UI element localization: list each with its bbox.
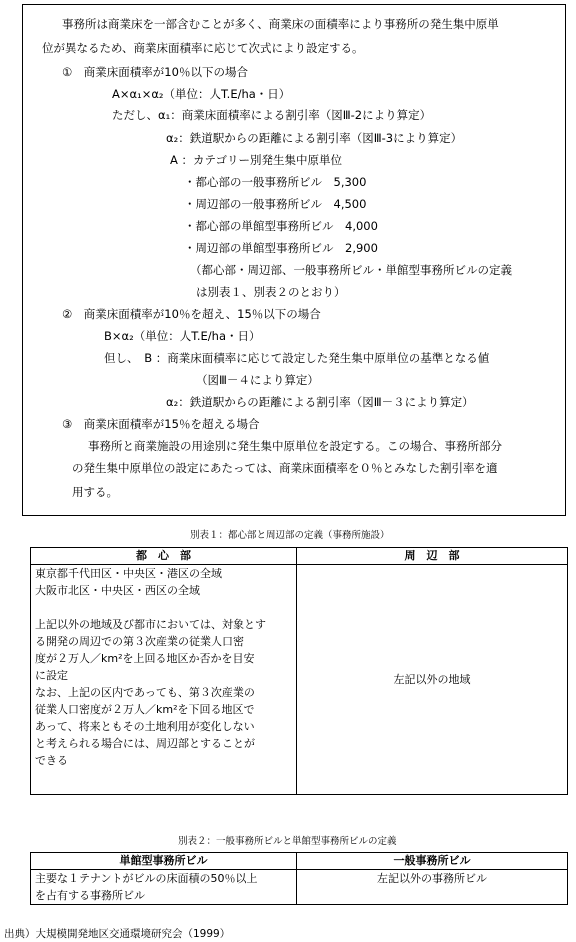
peripheral-definition-cell: 左記以外の地域 xyxy=(297,565,568,795)
case-2-b-def: 但し、 B ：商業床面積率に応じて設定した発生集中原単位の基準となる値 xyxy=(104,351,490,365)
central-line: 大阪市北区・中央区・西区の全域 xyxy=(35,584,200,597)
case-3-line-2: の発生集中原単位の設定にあたっては、商業床面積率を０％とみなした割引率を適 xyxy=(72,461,498,475)
definition-note-1: （都心部・周辺部、一般事務所ビル・単館型事務所ビルの定義 xyxy=(190,263,512,277)
case-2-heading: ② 商業床面積率が10％を超え、15％以下の場合 xyxy=(62,307,321,321)
central-line: る開発の周辺での第３次産業の従業人口密 xyxy=(35,635,244,648)
single-tenant-definition-cell xyxy=(31,870,297,905)
case-1-formula: A×α₁×α₂（単位：人T.E/ha・日） xyxy=(112,87,291,101)
central-line: 東京都千代田区・中央区・港区の全域 xyxy=(35,567,222,580)
central-line: に設定 xyxy=(35,669,68,682)
unit-peripheral-general: ・周辺部の一般事務所ビル 4,500 xyxy=(184,197,367,211)
case-1-alpha1: ただし、α₁：商業床面積率による割引率（図Ⅲ-2により算定） xyxy=(112,108,432,122)
unit-peripheral-single: ・周辺部の単館型事務所ビル 2,900 xyxy=(184,241,378,255)
case-3-line-1: 事務所と商業施設の用途別に発生集中原単位を設定する。この場合、事務所部分 xyxy=(88,439,502,453)
table-2-caption: 別表２：一般事務所ビルと単館型事務所ビルの定義 xyxy=(178,836,397,847)
unit-central-single: ・都心部の単館型事務所ビル 4,000 xyxy=(184,219,378,233)
central-line: あって、将来ともその土地利用が変化しない xyxy=(35,720,255,733)
central-line: なお、上記の区内であっても、第３次産業の xyxy=(35,686,255,699)
single-tenant-line: を占有する事務所ビル xyxy=(35,889,145,902)
unit-central-general: ・都心部の一般事務所ビル 5,300 xyxy=(184,175,367,189)
header-single-tenant: 単館型事務所ビル xyxy=(31,853,297,870)
definition-note-2: は別表１、別表２のとおり） xyxy=(196,285,346,299)
office-building-table xyxy=(30,852,568,905)
case-1-alpha2: α₂：鉄道駅からの距離による割引率（図Ⅲ-3により算定） xyxy=(166,131,463,145)
case-1-a-def: A ：カテゴリー別発生集中原単位 xyxy=(170,153,343,167)
intro-line-2: 位が異なるため、商業床面積率に応じて次式により設定する。 xyxy=(42,41,364,55)
header-general-office: 一般事務所ビル xyxy=(297,853,568,870)
central-line: と考えられる場合には、周辺部とすることが xyxy=(35,737,255,750)
central-line: 度が２万人／km²を上回る地区か否かを目安 xyxy=(35,652,255,665)
case-3-heading: ③ 商業床面積率が15％を超える場合 xyxy=(62,417,260,431)
header-peripheral: 周 辺 部 xyxy=(297,548,568,565)
central-line: 上記以外の地域及び都市においては、対象とす xyxy=(35,618,266,631)
case-3-line-3: 用する。 xyxy=(72,485,118,499)
case-2-formula: B×α₂（単位：人T.E/ha・日） xyxy=(104,329,261,343)
case-1-heading: ① 商業床面積率が10％以下の場合 xyxy=(62,65,248,79)
central-definition-cell xyxy=(31,565,297,795)
case-2-b-note: （図Ⅲ－４により算定） xyxy=(196,373,319,387)
intro-line-1: 事務所は商業床を一部含むことが多く、商業床の面積率により事務所の発生集中原単 xyxy=(62,17,499,31)
case-2-alpha2: α₂：鉄道駅からの距離による割引率（図Ⅲ－３により算定） xyxy=(166,395,474,409)
single-tenant-line: 主要な１テナントがビルの床面積の50％以上 xyxy=(35,872,258,885)
central-line: 従業人口密度が２万人／km²を下回る地区で xyxy=(35,703,255,716)
source-citation: 出典）大規模開発地区交通環境研究会（1999） xyxy=(4,928,231,940)
general-office-definition-cell: 左記以外の事務所ビル xyxy=(297,870,568,905)
header-central: 都 心 部 xyxy=(31,548,297,565)
central-line: できる xyxy=(35,754,68,767)
central-peripheral-table xyxy=(30,547,568,795)
table-1-caption: 別表１：都心部と周辺部の定義（事務所施設） xyxy=(190,530,390,541)
central-line-blank xyxy=(35,599,292,616)
